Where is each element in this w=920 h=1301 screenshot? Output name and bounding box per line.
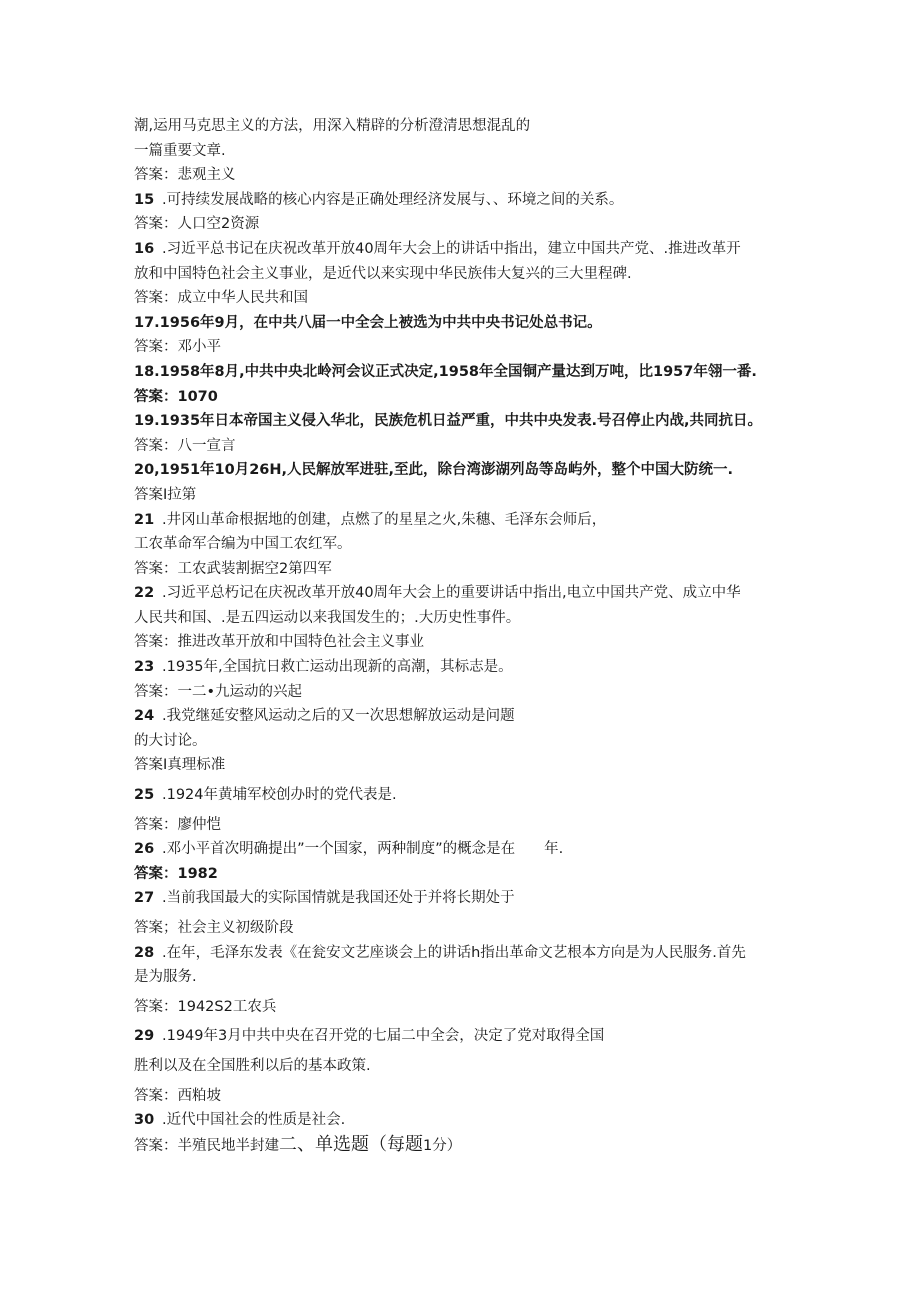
text-line bbox=[134, 965, 794, 990]
answer-text: 答案：1070 bbox=[134, 388, 218, 405]
question-number: 27 bbox=[134, 890, 155, 907]
question-line bbox=[134, 704, 794, 729]
answer-text: 答案：工农武装割据空2第四军 bbox=[134, 560, 332, 577]
question-number: 28 bbox=[134, 944, 155, 961]
question-line bbox=[134, 409, 794, 434]
question-text: .1935年,全国抗日救亡运动出现新的高潮，其标志是。 bbox=[162, 659, 513, 676]
line-text: 是为服务. bbox=[134, 969, 197, 986]
question-text: .近代中国社会的性质是社会. bbox=[162, 1112, 346, 1129]
answer-line bbox=[134, 335, 794, 360]
question-line bbox=[134, 837, 794, 862]
answer-text: 答案：1942S2工农兵 bbox=[134, 998, 277, 1015]
answer-text: 答案；社会主义初级阶段 bbox=[134, 920, 294, 936]
text-line bbox=[134, 1054, 794, 1079]
text-line bbox=[134, 606, 794, 631]
question-line bbox=[134, 311, 794, 336]
line-text: 放和中国特色社会主义事业，是近代以来实现中华民族伟大复兴的三大里程碑. bbox=[134, 265, 632, 282]
question-text: 20,1951年10月26H,人民解放军进驻,至此，除台湾澎湖列岛等岛屿外，整个中国大防统一. bbox=[134, 462, 734, 479]
question-text: .可持续发展战略的核心内容是正确处理经济发展与、、环境之间的关系。 bbox=[162, 191, 624, 208]
answer-line bbox=[134, 163, 794, 188]
line-text: 胜利以及在全国胜利以后的基本政策. bbox=[134, 1057, 371, 1074]
answer-line bbox=[134, 557, 794, 582]
line-text: 人民共和国、.是五四运动以来我国发生的；.大历史性事件。 bbox=[134, 609, 521, 626]
answer-text: 答案：一二•九运动的兴起 bbox=[134, 683, 303, 700]
question-text: .在年，毛泽东发表《在瓮安文艺座谈会上的讲话h指出革命文艺根本方向是为人民服务.首先 bbox=[162, 944, 746, 961]
answer-line bbox=[134, 916, 794, 941]
answer-line bbox=[134, 813, 794, 838]
question-text: .井冈山革命根据地的创建，点燃了的星星之火,朱穗、毛泽东会师后， bbox=[162, 511, 607, 528]
line-text: 潮,运用马克思主义的方法，用深入精辟的分析澄清思想混乱的 bbox=[134, 118, 531, 134]
question-line bbox=[134, 581, 794, 606]
question-line bbox=[134, 237, 794, 262]
answer-line bbox=[134, 680, 794, 705]
question-text: .习近平总书记在庆祝改革开放40周年大会上的讲话中指出，建立中国共产党、.推进改革开 bbox=[162, 240, 741, 257]
question-line bbox=[134, 886, 794, 911]
question-number: 29 bbox=[134, 1028, 155, 1045]
question-number: 24 bbox=[134, 708, 155, 725]
answer-text: 答案：廖仲恺 bbox=[134, 816, 221, 833]
question-line bbox=[134, 1108, 794, 1133]
question-number: 30 bbox=[134, 1112, 155, 1129]
answer-line bbox=[134, 483, 794, 508]
answer-text: 答案：人口空2资源 bbox=[134, 216, 260, 233]
question-line bbox=[134, 783, 794, 808]
line-text: 一篇重要文章. bbox=[134, 142, 226, 159]
question-line bbox=[134, 458, 794, 483]
text-line bbox=[134, 139, 794, 164]
answer-line bbox=[134, 212, 794, 237]
question-number: 16 bbox=[134, 240, 155, 257]
answer-line bbox=[134, 434, 794, 459]
question-line bbox=[134, 360, 794, 385]
section-heading: 二、单选题（每题 bbox=[279, 1133, 423, 1155]
question-text: 19.1935年日本帝国主义侵入华北，民族危机日益严重，中共中央发表.号召停止内战,共同抗日。 bbox=[134, 413, 763, 430]
document-content bbox=[134, 114, 794, 1157]
question-number: 26 bbox=[134, 841, 155, 858]
question-line bbox=[134, 941, 794, 966]
question-line bbox=[134, 508, 794, 533]
answer-text: 答案：八一宣言 bbox=[134, 437, 236, 454]
question-number: 25 bbox=[134, 787, 155, 804]
answer-line bbox=[134, 1133, 794, 1158]
answer-text: 答案：推进改革开放和中国特色社会主义事业 bbox=[134, 634, 424, 651]
question-number: 21 bbox=[134, 511, 155, 528]
section-points: 1分） bbox=[423, 1137, 462, 1154]
question-text: .习近平总朽记在庆祝改革开放40周年大会上的重要讲话中指出,电立中国共产党、成立中华 bbox=[162, 585, 741, 602]
line-text: 工农革命军合编为中国工农红军。 bbox=[134, 536, 352, 553]
text-line bbox=[134, 262, 794, 287]
question-text: .当前我国最大的实际国情就是我国还处于并将长期处于 bbox=[162, 890, 515, 907]
answer-text: 答案：邓小平 bbox=[134, 339, 221, 356]
text-line bbox=[134, 532, 794, 557]
answer-text: 答案：成立中华人民共和国 bbox=[134, 290, 308, 307]
question-line bbox=[134, 188, 794, 213]
answer-text: 答案I拉第 bbox=[134, 486, 197, 503]
answer-line bbox=[134, 385, 794, 410]
text-line bbox=[134, 729, 794, 754]
question-text: .我党继延安整风运动之后的又一次思想解放运动是问题 bbox=[162, 708, 515, 725]
answer-text: 答案I真理标准 bbox=[134, 757, 226, 774]
question-text: 18.1958年8月,中共中央北岭河会议正式决定,1958年全国铜产量达到万吨，比1957年翎一番. bbox=[134, 363, 757, 380]
answer-text: 答案：悲观主义 bbox=[134, 167, 236, 184]
question-text: .1949年3月中共中央在召开党的七届二中全会，决定了党对取得全国 bbox=[162, 1028, 605, 1045]
question-line bbox=[134, 1024, 794, 1049]
answer-line bbox=[134, 286, 794, 311]
question-text: .邓小平首次明确提出”一个国家，两种制度”的概念是在 年. bbox=[162, 841, 564, 858]
text-line bbox=[134, 114, 794, 139]
question-line bbox=[134, 655, 794, 680]
question-text: 17.1956年9月，在中共八届一中全会上被选为中共中央书记处总书记。 bbox=[134, 314, 602, 331]
answer-text: 答案：1982 bbox=[134, 865, 218, 882]
answer-line bbox=[134, 995, 794, 1020]
answer-line bbox=[134, 630, 794, 655]
answer-text: 答案：西粕坡 bbox=[134, 1087, 221, 1104]
question-number: 15 bbox=[134, 191, 155, 208]
question-number: 22 bbox=[134, 585, 155, 602]
line-text: 的大讨论。 bbox=[134, 732, 207, 749]
answer-text: 答案：半殖民地半封建 bbox=[134, 1137, 279, 1154]
answer-line bbox=[134, 862, 794, 887]
answer-line bbox=[134, 753, 794, 778]
answer-line bbox=[134, 1084, 794, 1109]
question-number: 23 bbox=[134, 659, 155, 676]
question-text: .1924年黄埔军校创办时的党代表是. bbox=[162, 787, 397, 804]
